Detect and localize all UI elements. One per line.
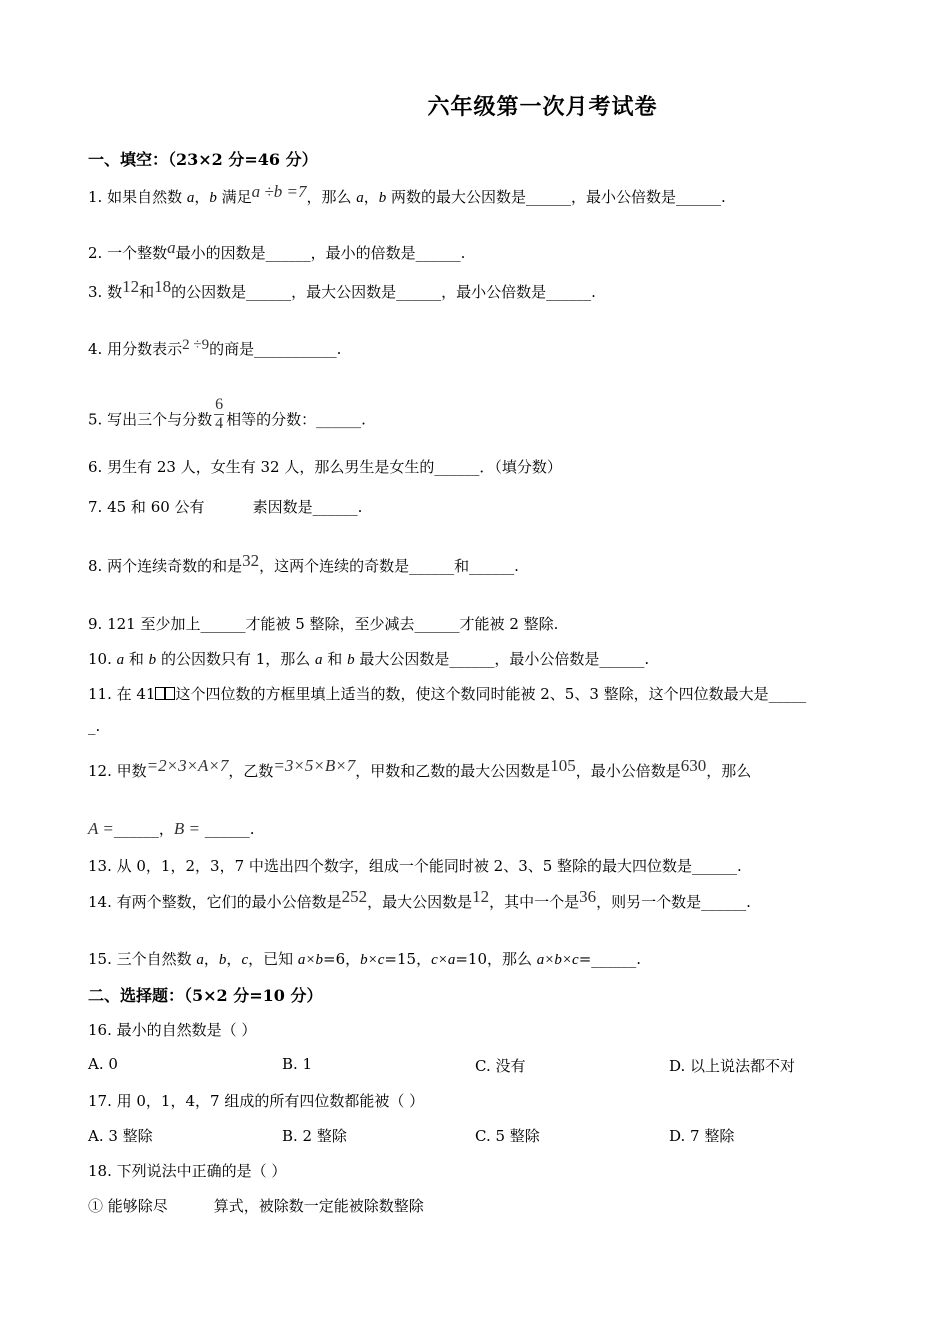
question-18: 18. 下列说法中正确的是（ ） xyxy=(88,1162,287,1180)
q1-formula: a ÷b =7 xyxy=(251,182,307,201)
question-17: 17. 用 0，1，4，7 组成的所有四位数都能被（ ） xyxy=(88,1092,425,1110)
question-18-item-1: ① 能够除尽 算式，被除数一定能被除数整除 xyxy=(88,1197,424,1215)
q17-choice-b[interactable]: B. 2 整除 xyxy=(282,1127,347,1145)
q16-choice-a[interactable]: A. 0 xyxy=(88,1055,118,1073)
question-2: 2. 一个整数a最小的因数是______，最小的倍数是______. xyxy=(88,238,466,262)
question-5: 5. 写出三个与分数 $\frac{6}{4}$ 相等的分数：______. xyxy=(88,396,366,432)
question-10: 10. a 和 b 的公因数只有 1，那么 a 和 b 最大公因数是______，最小公倍数是______. xyxy=(88,650,650,668)
question-6: 6. 男生有 23 人，女生有 32 人，那么男生是女生的______．（填分数） xyxy=(88,458,562,476)
q17-choice-c[interactable]: C. 5 整除 xyxy=(475,1127,540,1145)
question-14: 14. 有两个整数，它们的最小公倍数是252，最大公因数是12，其中一个是36，则另一个数是______. xyxy=(88,887,751,911)
q5-fraction: $\frac{6}{4}$ xyxy=(215,396,224,432)
question-15: 15. 三个自然数 a，b，c，已知 a×b=6，b×c=15，c×a=10，那么 a×b×c=______. xyxy=(88,950,642,968)
question-11: 11. 在 41 这个四位数的方框里填上适当的数，使这个数同时能被 2、5、3 整除，这个四位数最大是_____ xyxy=(88,685,807,703)
q4-formula: 2 ÷9 xyxy=(182,337,210,353)
q12-formula-1: =2×3×A×7 xyxy=(146,756,229,775)
section-2-heading: 二、选择题：（5×2 分=10 分） xyxy=(88,986,323,1005)
question-8: 8. 两个连续奇数的和是32，这两个连续的奇数是______和______. xyxy=(88,551,519,575)
q16-choice-b[interactable]: B. 1 xyxy=(282,1055,313,1073)
digit-box-2 xyxy=(165,687,175,700)
question-3: 3. 数12和18的公因数是______，最大公因数是______，最小公倍数是______. xyxy=(88,277,596,301)
question-11-continued: _. xyxy=(88,717,101,735)
question-4: 4. 用分数表示2 ÷9的商是___________. xyxy=(88,337,342,358)
q12-formula-2: =3×5×B×7 xyxy=(273,756,356,775)
question-12-continued: A =______，B = ______. xyxy=(88,819,255,838)
question-1: 1. 如果自然数 a，b 满足a ÷b =7，那么 a，b 两数的最大公因数是______，最小公倍数是______. xyxy=(88,182,726,206)
q17-choice-a[interactable]: A. 3 整除 xyxy=(88,1127,153,1145)
q16-choice-d[interactable]: D. 以上说法都不对 xyxy=(669,1057,796,1075)
q2-formula: a xyxy=(167,238,176,257)
digit-box-1 xyxy=(155,687,165,700)
q16-choice-c[interactable]: C. 没有 xyxy=(475,1057,526,1075)
question-7: 7. 45 和 60 公有 素因数是______. xyxy=(88,498,363,516)
question-13: 13. 从 0，1，2，3，7 中选出四个数字，组成一个能同时被 2、3、5 整除的最大四位数是______. xyxy=(88,857,742,875)
section-1-heading: 一、填空：（23×2 分=46 分） xyxy=(88,150,318,169)
question-9: 9. 121 至少加上______才能被 5 整除，至少减去______才能被 2 整除. xyxy=(88,615,559,633)
q17-choice-d[interactable]: D. 7 整除 xyxy=(669,1127,735,1145)
exam-title: 六年级第一次月考试卷 xyxy=(427,94,658,120)
question-12: 12. 甲数=2×3×A×7，乙数=3×5×B×7，甲数和乙数的最大公因数是105，最小公倍数是630，那么 xyxy=(88,756,752,780)
question-16: 16. 最小的自然数是（ ） xyxy=(88,1021,257,1039)
